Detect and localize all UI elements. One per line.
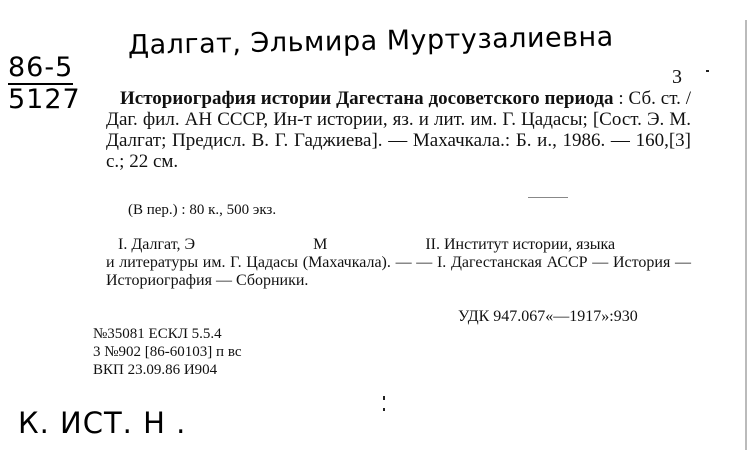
- scan-speck: [383, 408, 385, 411]
- book-title: Историография истории Дагестана досоветского периода: [120, 88, 614, 109]
- bibliographic-description: [106, 88, 691, 172]
- card-number: 3: [672, 66, 682, 88]
- handwritten-author: Далгат, Эльмира Муртузалиевна: [127, 21, 614, 61]
- binding-price-print-run: (В пер.) : 80 к., 500 экз.: [128, 202, 277, 218]
- tech-line-1: №35081 ЕСКЛ 5.5.4: [93, 326, 222, 342]
- call-number-bottom: 5127: [8, 84, 81, 115]
- handwritten-margin-note: К. ИСТ. Н .: [18, 406, 187, 440]
- tracing-institute: II. Институт истории, языка: [425, 236, 616, 253]
- scan-speck: [528, 197, 568, 198]
- scan-speck: [383, 396, 385, 400]
- description-body: : Сб. ст. / Даг. фил. АН СССР, Ин-т истории, яз. и лит. им. Г. Цадасы; [Сост. Э. М. Далгат; Предисл. В. Г. Гаджиева]. — Махачкала.: Б. и., 1986. — 160,[3] с.; 22 см.: [106, 88, 691, 172]
- tech-line-2: 3 №902 [86-60103] п вс: [93, 344, 242, 360]
- tracing-author: I. Далгат, Э: [118, 236, 196, 253]
- tech-line-3: ВКП 23.09.86 И904: [93, 362, 218, 378]
- udk-code: УДК 947.067«—1917»:930: [458, 308, 638, 325]
- scan-speck: [745, 20, 747, 450]
- tracing-author-initial: М: [313, 236, 328, 253]
- technical-info: [93, 325, 241, 379]
- tracing-subjects: и литературы им. Г. Цадасы (Махачкала). — — I. Дагестанская АССР — История — Историография — Сборники.: [106, 254, 691, 289]
- scan-speck: [706, 70, 709, 72]
- tracing-block: [106, 236, 691, 290]
- call-number-top: 86-5: [8, 52, 74, 83]
